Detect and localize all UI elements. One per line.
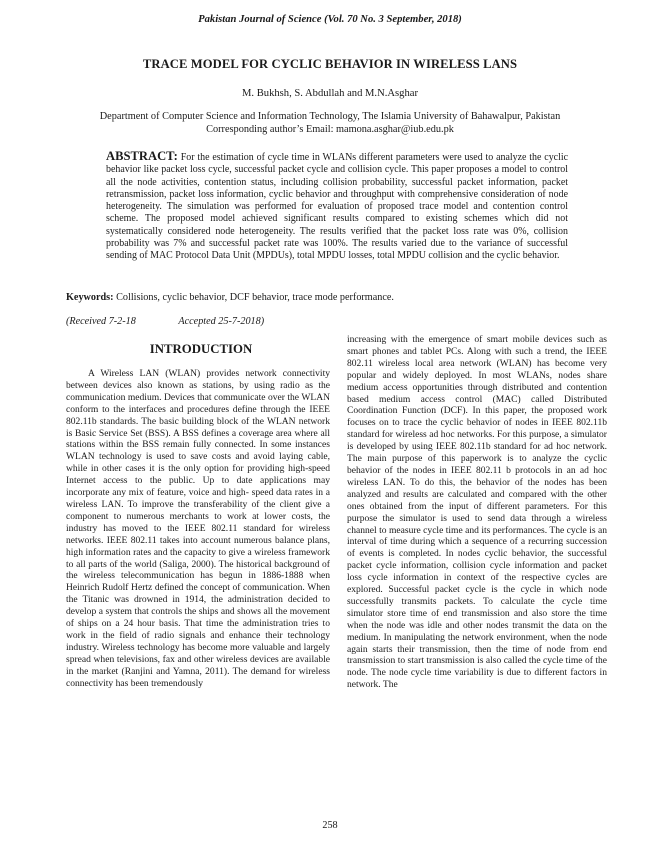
abstract-text: For the estimation of cycle time in WLANs different parameters were used to analyze the cyclic behavior like packet loss cycle, successful packet cycle and collision cycle. This paper proposes a model to control all the node activities, contention status, including collision probability, successful packet information, packet retransmission, packet loss information, cyclic behavior and throughput with comprehensive consideration of node heterogeneity. The simulation was performed for evaluation of proposed trace model and contention control scheme. The proposed model achieved significant results compared to existing schemes which did not systematically considered node heterogeneity. The results verified that the packet loss rate was 0%, collision probability was 7% and successful packet rate was 100%. The results varied due to the variance of successful sending of MAC Protocol Data Unit (MPDUs), total MPDU losses, total MPDU collision and the cyclic behavior.	[106, 152, 569, 262]
affiliation-department: Department of Computer Science and Information Technology, The Islamia University of Bahawalpur, Pakistan	[99, 111, 561, 122]
body-text-left-column: A Wireless LAN (WLAN) provides network connectivity between devices also known as stations, by using radio as the communication medium. Devices that communicate over the WLAN conform to the interfaces and procedures define through the IEEE 802.11b standards. The basic building block of the WLAN network is Basic Service Set (BSS). A BSS defines a coverage area where all stations within the BSS remain fully connected. In some instances WLAN technology is used to save costs and avoid laying cable, while in other cases it is the only option for providing high-speed Internet access to the public. Up to date applications may incorporate any mix of feature, voice and high- speed data rates in a wireless LAN. To improve the transferability of the client give a component to numerous merchants to work at lower costs, the industry has moved to the IEEE 802.11 standard for wireless networks. IEEE 802.11 takes into account numerous balance plans, high information rates and the capacity to give a wireless framework to all parts of the world (Saliga, 2000). The historical background of the wireless telecommunication has begun in 1886-1888 when Heinrich Rudolf Hertz defined the concept of communication. When the Titanic was drowned in 1914, the administration decided to develop a system that controls the ships and shows all the movement of ships on a 24 hour basis. That time the administration tries to work in the field of radio signals and enhance their technology industry. Wireless technology has become more valuable and largely spread when televisions, fax and other wireless devices are available in the market (Ranjini and Yamna, 2011). The demand for wireless connectivity has been tremendously	[66, 368, 330, 689]
page-number: 258	[322, 820, 338, 831]
received-date: (Received 7-2-18	[66, 316, 136, 327]
keywords-text: Collisions, cyclic behavior, DCF behavior, trace mode performance.	[116, 292, 394, 303]
affiliation	[40, 110, 620, 136]
keywords	[66, 292, 606, 303]
journal-header: Pakistan Journal of Science (Vol. 70 No. 3 September, 2018)	[198, 14, 462, 25]
body-text-right-column: increasing with the emergence of smart mobile devices such as smart phones and tablet PCs. Along with such a trend, the IEEE 802.11 wireless local area network (WLAN) has become very popular and widely deployed. In most WLANs, nodes share medium access opportunities through distributed and contention based medium access control (MAC) called Distributed Coordination Function (DCF). In this paper, the proposed work focuses on to trace the cyclic behavior of nodes in IEEE 802.11b standard for wireless ad hoc networks. For this purpose, a simulator is developed by using IEEE 802.11b standard for ad hoc network. The main purpose of this paperwork is to analyze the cyclic behavior of the nodes in IEEE 802.11 b protocols in an ad hoc wireless LAN. To do this, the behavior of the nodes has been analyzed and results are calculated and compared with the other ones obtained from the input of different parameters. For this purpose the simulator is used to send data through a wireless channel to measure cycle time and its performances. The cycle is an interval of time during which a sequence of a recurring succession of events is completed. In nodes cyclic behavior, the successful packet cycle information, collision cycle information and packet loss cycle information in context of the respective cycles are explored. Successful packet cycle is the cycle in which node successfully transmits packets. To calculate the cycle time simulator store time of end transmission and also store the time when the node was idle and other nodes transmit the data on the medium. In manipulating the network environment, when the node again starts their transmission, then the time of node from end transmission to start transmission is also called the cycle time of the node. The node cycle time variability is due to different factors in network. The	[347, 334, 607, 691]
corresponding-author-email: Corresponding author’s Email: mamona.asghar@iub.edu.pk	[206, 124, 454, 135]
paper-title: TRACE MODEL FOR CYCLIC BEHAVIOR IN WIRELESS LANS	[142, 57, 518, 71]
author-list: M. Bukhsh, S. Abdullah and M.N.Asghar	[242, 88, 418, 99]
accepted-date: Accepted 25-7-2018)	[178, 316, 265, 327]
submission-dates	[66, 316, 366, 327]
abstract-label: ABSTRACT:	[106, 149, 178, 163]
abstract	[106, 150, 568, 263]
keywords-label: Keywords:	[66, 292, 114, 303]
section-heading-introduction: INTRODUCTION	[149, 342, 253, 356]
